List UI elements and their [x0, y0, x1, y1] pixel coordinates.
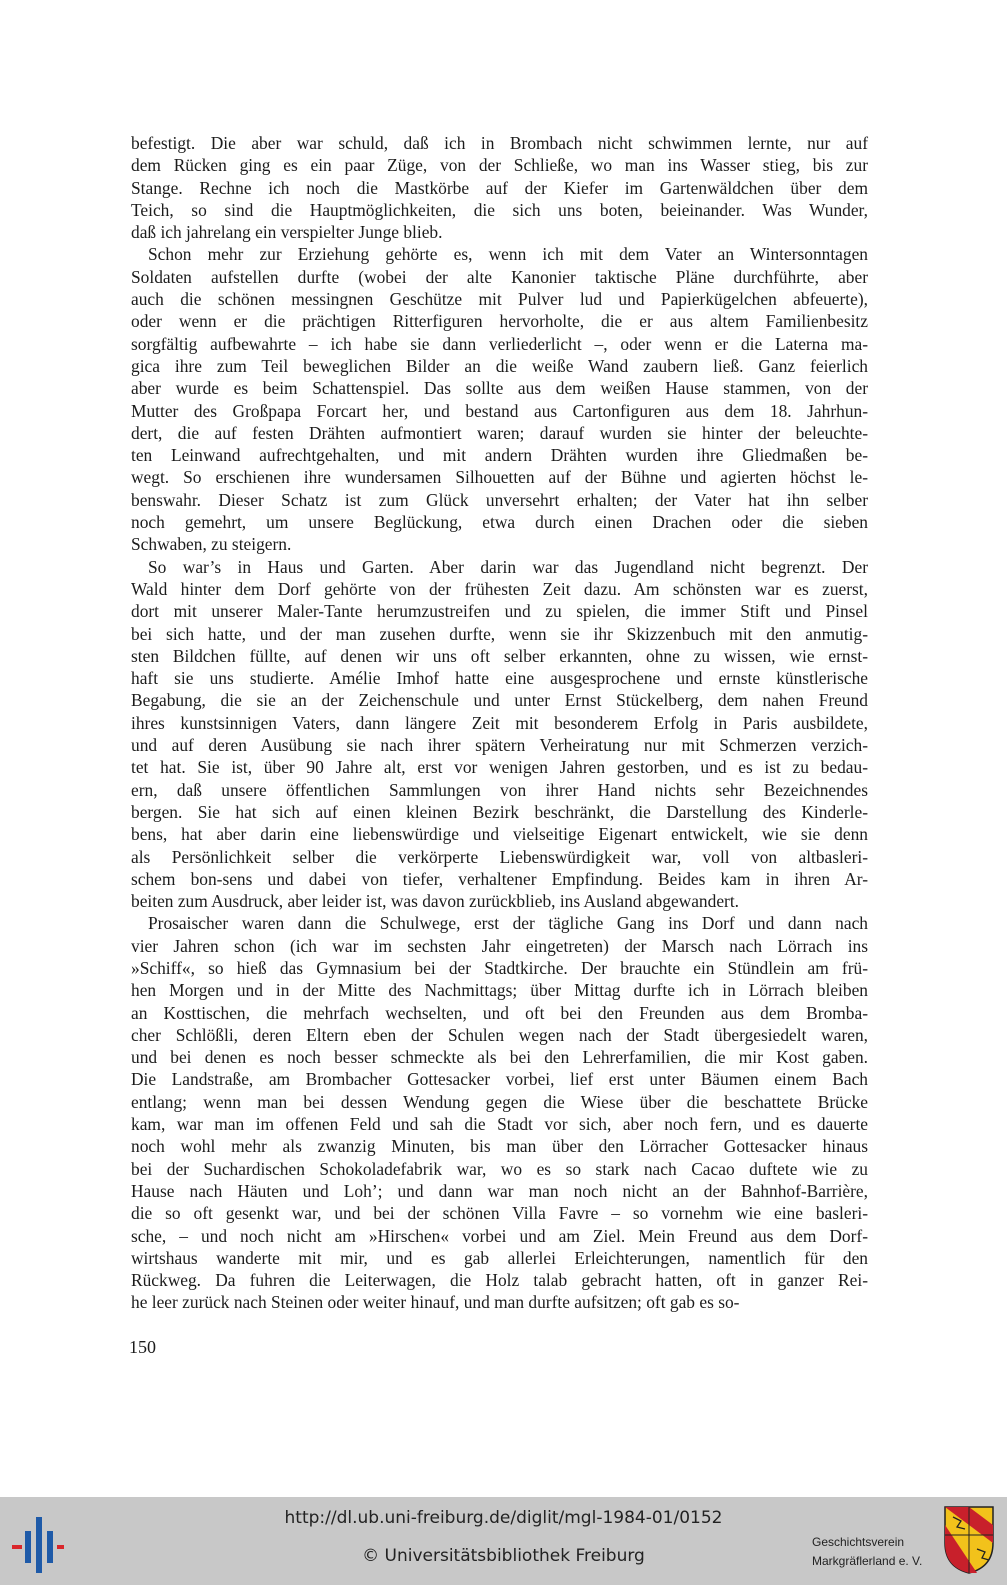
- footer-copyright: © Universitätsbibliothek Freiburg: [362, 1546, 645, 1566]
- text-line: Schwaben, zu steigern.: [131, 534, 292, 555]
- text-line: als Persönlichkeit selber die verkörperte Liebenswürdigkeit war, voll von altbasleri-: [131, 846, 868, 867]
- text-line: benswahr. Dieser Schatz ist zum Glück unversehrt erhalten; der Vater hat ihn selber: [131, 489, 868, 510]
- society-name-line2: Markgräflerland e. V.: [812, 1554, 923, 1568]
- text-line: »Schiff«, so hieß das Gymnasium bei der Stadtkirche. Der brauchte ein Stündlein am frü-: [131, 957, 868, 978]
- text-line: wirtshaus wanderte mit mir, und es gab allerlei Erleichterungen, namentlich für den: [131, 1247, 868, 1268]
- text-line: dort mit unserer Maler-Tante herumzustreifen und zu spielen, die immer Stift und Pinsel: [131, 601, 868, 622]
- text-line: sorgfältig aufbewahrte – ich habe sie dann verliederlicht –, oder wenn er die Laterna ma-: [131, 333, 868, 354]
- footer-url-link[interactable]: http://dl.ub.uni-freiburg.de/diglit/mgl-1984-01/0152: [284, 1508, 723, 1528]
- page-number: 150: [129, 1337, 156, 1357]
- text-line: bei der Suchardischen Schokoladefabrik war, wo es so stark nach Cacao duftete wie zu: [131, 1158, 868, 1179]
- text-line: hen Morgen und in der Mitte des Nachmittags; über Mittag durfte ich in Lörrach bleiben: [131, 980, 868, 1001]
- text-line: die so oft gesenkt war, und bei der schönen Villa Favre – so vornehm wie eine basleri-: [131, 1203, 868, 1224]
- text-line: Hause nach Häuten und Loh’; und dann war man noch nicht an der Bahnhof-Barrière,: [131, 1180, 868, 1201]
- text-line: Die Landstraße, am Brombacher Gottesacker vorbei, lief erst unter Bäumen einem Bach: [131, 1069, 868, 1090]
- text-line: sche, – und noch nicht am »Hirschen« vorbei und am Ziel. Mein Freund aus dem Dorf-: [131, 1225, 868, 1246]
- text-line: und bei denen es noch besser schmeckte als bei den Lehrerfamilien, die mir Kost gaben.: [131, 1047, 868, 1068]
- text-line: bei sich hatte, und der man zusehen durfte, wenn sie ihr Skizzenbuch mit den anmutig-: [131, 623, 868, 644]
- text-line: sten Bildchen füllte, auf denen wir uns oft selber erkannten, ohne zu wissen, wie ernst-: [131, 645, 868, 666]
- text-line: Wald hinter dem Dorf gehörte von der frühesten Zeit dazu. Am schönsten war es zuerst,: [131, 578, 868, 599]
- text-line: Prosaischer waren dann die Schulwege, erst der tägliche Gang ins Dorf und dann nach: [148, 913, 868, 934]
- text-line: dert, die auf festen Drähten aufmontiert waren; darauf wurden sie hinter der beleuchte-: [131, 422, 868, 443]
- text-line: und auf deren Ausübung sie nach ihrer spätern Verheiratung nur mit Schmerzen verzich-: [131, 735, 868, 756]
- text-line: oder wenn er die prächtigen Ritterfiguren hervorholte, die er aus altem Familienbesitz: [131, 311, 868, 332]
- text-line: ten Leinwand aufrechtgehalten, und mit andern Drähten wurden ihre Gliedmaßen be-: [131, 445, 868, 466]
- text-line: haft sie uns studierte. Amélie Imhof hatte eine ausgesprochene und ernste künstlerische: [131, 668, 868, 689]
- text-line: tet hat. Sie ist, über 90 Jahre alt, erst vor wenigen Jahren gestorben, und es ist zu bedau-: [131, 757, 868, 778]
- text-line: beiten zum Ausdruck, aber leider ist, was davon zurückblieb, ins Ausland abgewandert.: [131, 891, 740, 912]
- text-line: vier Jahren schon (ich war im sechsten Jahr eingetreten) der Marsch nach Lörrach ins: [131, 935, 868, 956]
- text-line: entlang; wenn man bei dessen Wendung gegen die Wiese über die beschattete Brücke: [131, 1091, 868, 1112]
- text-line: an Kosttischen, die mehrfach wechselten, und oft bei den Freunden aus dem Bromba-: [131, 1002, 868, 1023]
- text-line: Rückweg. Da fuhren die Leiterwagen, die Holz talab gebracht hatten, oft in ganzer Rei-: [131, 1270, 868, 1291]
- text-line: Soldaten aufstellen durfte (wobei der alte Kanonier taktische Pläne durchführte, aber: [131, 266, 868, 287]
- text-line: So war’s in Haus und Garten. Aber darin war das Jugendland nicht begrenzt. Der: [148, 556, 868, 577]
- society-name: [812, 1533, 932, 1571]
- text-line: noch gemehrt, um unsere Beglückung, etwa durch einen Drachen oder die sieben: [131, 512, 868, 533]
- text-line: bens, hat aber darin eine liebenswürdige und vielseitige Eigenart entwickelt, wie sie denn: [131, 824, 868, 845]
- text-line: Stange. Rechne ich noch die Mastkörbe auf der Kiefer im Gartenwäldchen über dem: [131, 177, 868, 198]
- footer-bar: [0, 1497, 1007, 1585]
- text-line: wegt. So erschienen ihre wundersamen Silhouetten auf der Bühne und agierten höchst le-: [131, 467, 868, 488]
- text-line: daß ich jahrelang ein verspielter Junge blieb.: [131, 222, 443, 243]
- society-name-line1: Geschichtsverein: [812, 1535, 905, 1549]
- text-line: aber wurde es beim Schattenspiel. Das sollte aus dem weißen Hause stammen, von der: [131, 378, 868, 399]
- text-line: ihres kunstsinnigen Vaters, dann längere Zeit mit besonderem Erfolg in Paris ausbildete,: [131, 712, 868, 733]
- text-line: he leer zurück nach Steinen oder weiter hinauf, und man durfte aufsitzen; oft gab es so-: [131, 1292, 740, 1313]
- text-line: Schon mehr zur Erziehung gehörte es, wenn ich mit dem Vater an Wintersonntagen: [148, 244, 868, 265]
- society-crest-icon: [943, 1505, 995, 1575]
- text-line: cher Schlößli, deren Eltern eben der Schulen wegen nach der Stadt übergesiedelt waren,: [131, 1024, 868, 1045]
- text-line: Mutter des Großpapa Forcart her, und bestand aus Cartonfiguren aus dem 18. Jahrhun-: [131, 400, 868, 421]
- text-line: befestigt. Die aber war schuld, daß ich in Brombach nicht schwimmen lernte, nur auf: [131, 133, 868, 153]
- text-line: ern, daß unsere öffentlichen Sammlungen von ihrer Hand nichts sehr Bezeichnendes: [131, 779, 868, 800]
- text-line: bergen. Sie hat sich auf einen kleinen Bezirk beschränkt, die Darstellung des Kinderle-: [131, 801, 868, 822]
- text-line: schem bon-sens und dabei von tiefer, verhaltener Empfindung. Beides kam in ihren Ar-: [131, 868, 868, 889]
- text-line: dem Rücken ging es ein paar Züge, von der Schließe, wo man ins Wasser stieg, bis zur: [131, 155, 868, 176]
- text-line: Begabung, die sie an der Zeichenschule und unter Ernst Stückelberg, dem nahen Freund: [131, 690, 868, 711]
- text-line: auch die schönen messingnen Geschütze mit Pulver lud und Papierkügelchen abfeuerte),: [131, 289, 868, 310]
- text-line: gica ihre zum Teil beweglichen Bilder an die weiße Wand zaubern ließ. Ganz feierlich: [131, 355, 868, 376]
- text-line: noch wohl mehr als zwanzig Minuten, bis man über den Lörracher Gottesacker hinaus: [131, 1136, 868, 1157]
- body-text: [131, 132, 868, 1314]
- text-line: kam, war man im offenen Feld und sah die Stadt vor sich, aber noch fern, und es dauerte: [131, 1114, 868, 1135]
- text-line: Teich, so sind die Hauptmöglichkeiten, die sich uns boten, beieinander. Was Wunder,: [131, 199, 868, 220]
